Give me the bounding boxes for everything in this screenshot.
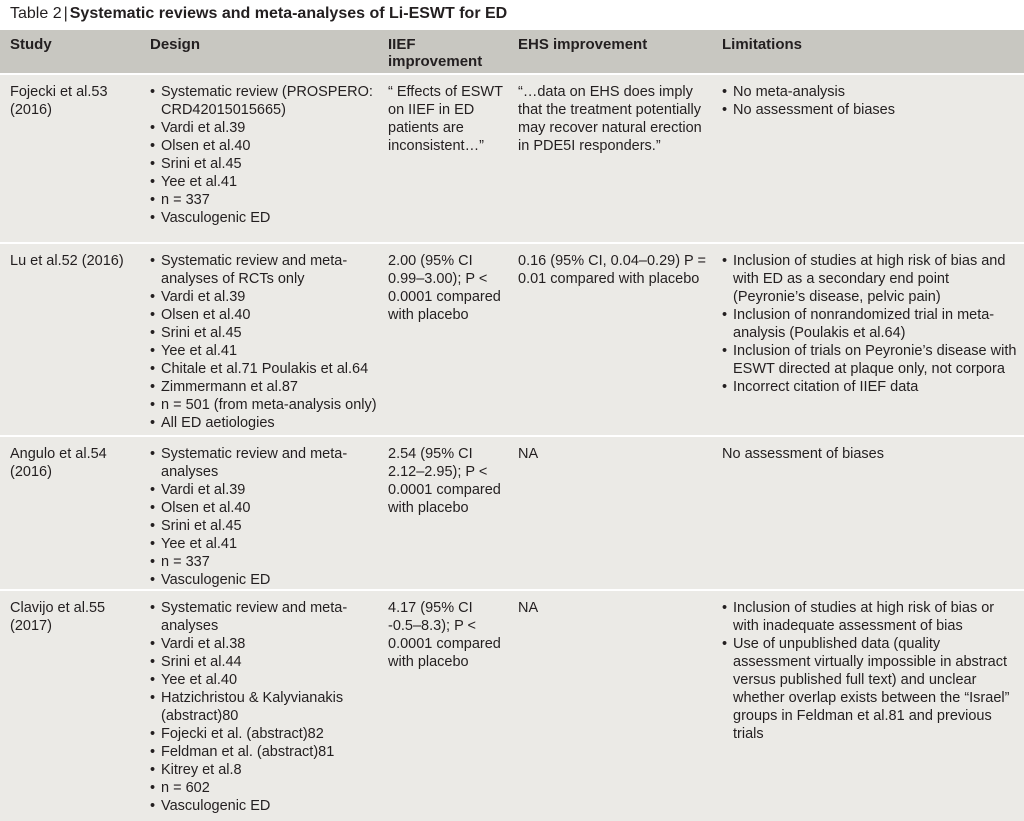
design-item: • Feldman et al. (abstract)81	[150, 743, 382, 761]
design-cell	[150, 599, 382, 815]
limitations-cell	[722, 599, 1020, 743]
design-item: • Yee et al.40	[150, 671, 382, 689]
limitation-item: • Inclusion of studies at high risk of bias and with ED as a secondary end point (Peyronie’s disease, pelvic pain)	[722, 252, 1020, 306]
design-item: • Vasculogenic ED	[150, 209, 382, 227]
header-design: Design	[150, 36, 201, 53]
table-row	[0, 75, 1024, 242]
design-item: • Fojecki et al. (abstract)82	[150, 725, 382, 743]
design-item: • Zimmermann et al.87	[150, 378, 382, 396]
iief-cell: 2.00 (95% CI 0.99–3.00); P < 0.0001 compared with placebo	[388, 253, 501, 323]
header-ehs: EHS improvement	[518, 36, 648, 53]
limitations-cell	[722, 252, 1020, 396]
table-title: Systematic reviews and meta-analyses of Li-ESWT for ED	[69, 5, 508, 22]
table-label: Table 2	[10, 5, 62, 22]
design-cell	[150, 445, 382, 589]
design-item: • Olsen et al.40	[150, 137, 382, 155]
design-item: • Olsen et al.40	[150, 306, 382, 324]
design-item: • Vasculogenic ED	[150, 571, 382, 589]
iief-cell: 2.54 (95% CI 2.12–2.95); P < 0.0001 compared with placebo	[388, 446, 501, 516]
design-item: • Olsen et al.40	[150, 499, 382, 517]
header-row	[0, 30, 1024, 73]
design-item: • Kitrey et al.8	[150, 761, 382, 779]
design-item: • Srini et al.45	[150, 324, 382, 342]
design-item: • Vardi et al.39	[150, 119, 382, 137]
caption-separator: |	[63, 5, 68, 22]
design-cell	[150, 83, 382, 227]
header-limitations: Limitations	[722, 36, 803, 53]
ehs-cell: NA	[518, 446, 539, 462]
design-item: • Vardi et al.39	[150, 481, 382, 499]
limitation-item: • Inclusion of nonrandomized trial in meta-analysis (Poulakis et al.64)	[722, 306, 1020, 342]
iief-cell: “ Effects of ESWT on IIEF in ED patients are inconsistent…”	[388, 84, 503, 154]
design-item: • Hatzichristou & Kalyvianakis (abstract)80	[150, 689, 382, 725]
design-cell	[150, 252, 382, 432]
limitation-item: • Inclusion of studies at high risk of bias or with inadequate assessment of bias	[722, 599, 1020, 635]
design-item: • Vardi et al.38	[150, 635, 382, 653]
design-item: • Systematic review and meta-analyses	[150, 445, 382, 481]
design-item: • Systematic review (PROSPERO: CRD42015015665)	[150, 83, 382, 119]
table-row	[0, 591, 1024, 821]
limitations-cell: No assessment of biases	[722, 446, 884, 462]
design-item: • Vardi et al.39	[150, 288, 382, 306]
design-item: • All ED aetiologies	[150, 414, 382, 432]
iief-cell: 4.17 (95% CI -0.5–8.3); P < 0.0001 compared with placebo	[388, 600, 501, 670]
ehs-cell: “…data on EHS does imply that the treatment potentially may recover natural erection in PDE5I responders.”	[518, 84, 702, 154]
design-item: • Srini et al.44	[150, 653, 382, 671]
study-cell: Angulo et al.54 (2016)	[10, 446, 107, 480]
design-item: • Yee et al.41	[150, 173, 382, 191]
design-item: • Srini et al.45	[150, 517, 382, 535]
design-item: • n = 501 (from meta-analysis only)	[150, 396, 382, 414]
table-row	[0, 244, 1024, 435]
design-item: • Chitale et al.71 Poulakis et al.64	[150, 360, 382, 378]
limitation-item: • Use of unpublished data (quality assessment virtually impossible in abstract versus published full text) and unclear whether overlap exists between the “Israel” groups in Feldman et al.81 and previous trials	[722, 635, 1020, 743]
design-item: • Vasculogenic ED	[150, 797, 382, 815]
design-item: • Systematic review and meta-analyses	[150, 599, 382, 635]
limitations-cell	[722, 83, 1020, 119]
table-caption	[10, 4, 507, 24]
study-cell: Lu et al.52 (2016)	[10, 253, 124, 269]
design-item: • Yee et al.41	[150, 342, 382, 360]
design-item: • Systematic review and meta-analyses of RCTs only	[150, 252, 382, 288]
review-table	[0, 30, 1024, 821]
header-study: Study	[10, 36, 52, 53]
design-item: • n = 337	[150, 191, 382, 209]
header-iief: IIEF improvement	[388, 36, 483, 70]
study-cell: Fojecki et al.53 (2016)	[10, 84, 108, 118]
design-item: • n = 602	[150, 779, 382, 797]
table-row	[0, 437, 1024, 589]
design-item: • Srini et al.45	[150, 155, 382, 173]
ehs-cell: 0.16 (95% CI, 0.04–0.29) P = 0.01 compared with placebo	[518, 253, 706, 287]
limitation-item: • Incorrect citation of IIEF data	[722, 378, 1020, 396]
limitation-item: • No meta-analysis	[722, 83, 1020, 101]
ehs-cell: NA	[518, 600, 539, 616]
limitation-item: • No assessment of biases	[722, 101, 1020, 119]
study-cell: Clavijo et al.55 (2017)	[10, 600, 106, 634]
design-item: • n = 337	[150, 553, 382, 571]
design-item: • Yee et al.41	[150, 535, 382, 553]
limitation-item: • Inclusion of trials on Peyronie’s disease with ESWT directed at plaque only, not corpora	[722, 342, 1020, 378]
